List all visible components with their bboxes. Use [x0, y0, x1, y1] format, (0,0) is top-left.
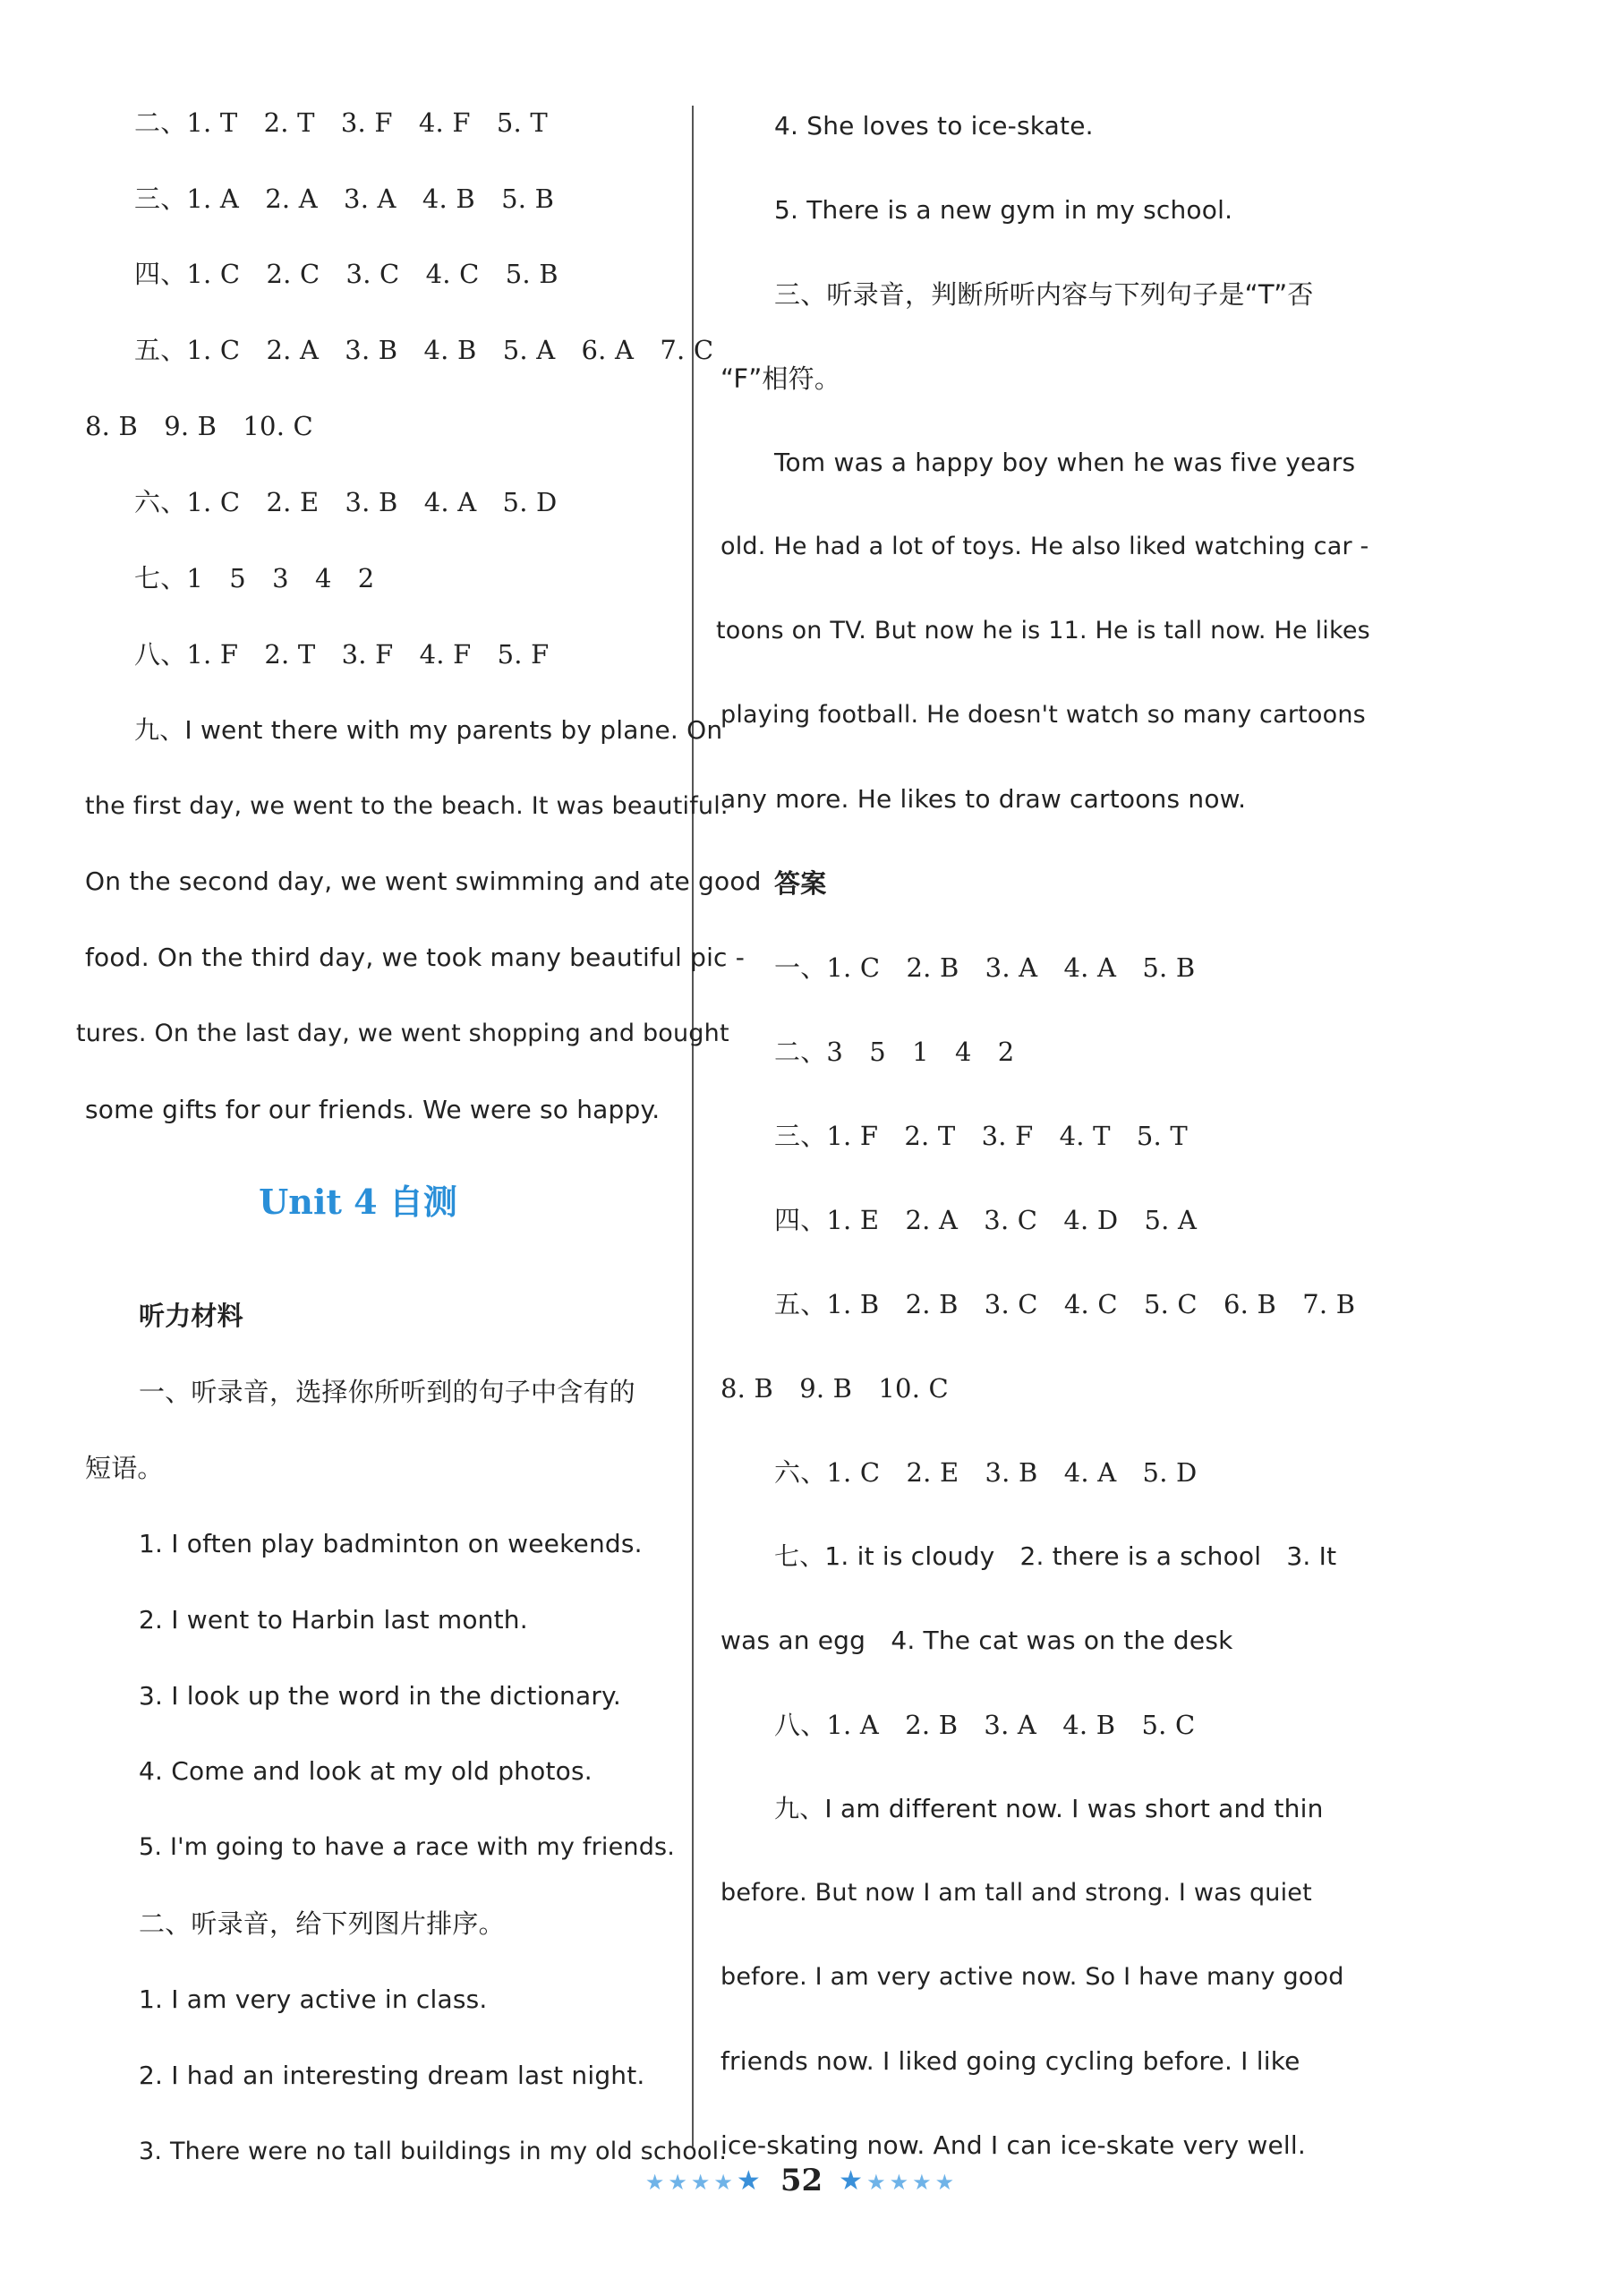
essay-line: before. But now I am tall and strong. I was quiet [720, 1879, 1312, 1907]
answer-line: 八、1. F 2. T 3. F 4. F 5. F [134, 639, 550, 670]
listening-sentence: 1. I am very active in class. [139, 1984, 488, 2014]
essay-line: On the second day, we went swimming and ate good [85, 866, 762, 896]
instruction-line: 短语。 [85, 1453, 164, 1483]
star-icon: ★ [839, 2164, 867, 2197]
listening-sentence: 2. I went to Harbin last month. [139, 1605, 528, 1635]
instruction-line: 一、听录音，选择你所听到的句子中含有的 [139, 1377, 635, 1407]
answer-line: 四、1. E 2. A 3. C 4. D 5. A [774, 1205, 1198, 1235]
answer-line: 8. B 9. B 10. C [720, 1373, 949, 1404]
passage-line: old. He had a lot of toys. He also liked watching car - [720, 533, 1369, 560]
answer-line: 五、1. B 2. B 3. C 4. C 5. C 6. B 7. B [774, 1289, 1356, 1319]
instruction-line: 三、听录音，判断所听内容与下列句子是“T”否 [774, 279, 1314, 310]
column-divider [692, 106, 694, 2147]
answer-line: 二、3 5 1 4 2 [774, 1037, 1015, 1067]
passage-line: Tom was a happy boy when he was five years [774, 448, 1356, 477]
listening-sentence: 2. I had an interesting dream last night. [139, 2061, 645, 2090]
essay-line: ice-skating now. And I can ice-skate very well. [720, 2130, 1306, 2160]
answer-line: 三、1. A 2. A 3. A 4. B 5. B [134, 184, 555, 214]
listening-sentence: 1. I often play badminton on weekends. [139, 1529, 643, 1558]
listening-sentence: 4. She loves to ice-skate. [774, 111, 1094, 141]
star-icon: ★★★★ [866, 2169, 959, 2195]
unit-heading: Unit 4 自测 [259, 1182, 457, 1222]
listening-sentence: 5. There is a new gym in my school. [774, 195, 1233, 225]
answer-line: 五、1. C 2. A 3. B 4. B 5. A 6. A 7. C [134, 335, 714, 365]
essay-line: 九、I went there with my parents by plane. On [134, 715, 723, 745]
page-number: 52 [780, 2163, 823, 2198]
star-decoration-left [645, 2165, 764, 2197]
star-decoration-right [839, 2165, 958, 2197]
essay-line: food. On the third day, we took many beautiful pic - [85, 943, 746, 972]
answer-line: 8. B 9. B 10. C [85, 411, 313, 441]
answer-line: was an egg 4. The cat was on the desk [720, 1626, 1233, 1655]
page-footer [0, 2154, 1603, 2207]
answer-line: 二、1. T 2. T 3. F 4. F 5. T [134, 107, 548, 138]
answer-line: 六、1. C 2. E 3. B 4. A 5. D [774, 1457, 1198, 1488]
answer-line: 一、1. C 2. B 3. A 4. A 5. B [774, 952, 1196, 983]
star-icon: ★ [736, 2164, 764, 2197]
essay-line: tures. On the last day, we went shopping and bought [76, 1020, 729, 1047]
answer-line: 六、1. C 2. E 3. B 4. A 5. D [134, 487, 558, 517]
section-label: 听力材料 [139, 1301, 243, 1331]
answer-line: 七、1. it is cloudy 2. there is a school 3. It [774, 1541, 1337, 1571]
passage-line: playing football. He doesn't watch so many cartoons [720, 701, 1366, 729]
instruction-line: 二、听录音，给下列图片排序。 [139, 1908, 505, 1939]
answer-line: 四、1. C 2. C 3. C 4. C 5. B [134, 259, 558, 289]
answer-line: 八、1. A 2. B 3. A 4. B 5. C [774, 1710, 1196, 1740]
passage-line: any more. He likes to draw cartoons now. [720, 784, 1247, 814]
listening-sentence: 4. Come and look at my old photos. [139, 1756, 593, 1786]
passage-line: toons on TV. But now he is 11. He is tall now. He likes [716, 617, 1370, 644]
listening-sentence: 3. I look up the word in the dictionary. [139, 1681, 621, 1711]
instruction-line: “F”相符。 [720, 363, 841, 394]
star-icon: ★★★★ [644, 2169, 737, 2195]
essay-line: 九、I am different now. I was short and thin [774, 1794, 1324, 1823]
answer-line: 七、1 5 3 4 2 [134, 563, 375, 593]
listening-sentence: 5. I'm going to have a race with my friends. [139, 1833, 676, 1861]
essay-line: friends now. I liked going cycling before. I like [720, 2046, 1300, 2076]
answers-label: 答案 [774, 868, 827, 899]
essay-line: the first day, we went to the beach. It was beautiful. [85, 792, 729, 820]
listening-sentence: 3. There were no tall buildings in my old school. [139, 2138, 728, 2165]
answer-line: 三、1. F 2. T 3. F 4. T 5. T [774, 1121, 1188, 1151]
essay-line: before. I am very active now. So I have many good [720, 1963, 1344, 1991]
essay-line: some gifts for our friends. We were so happy. [85, 1095, 661, 1124]
